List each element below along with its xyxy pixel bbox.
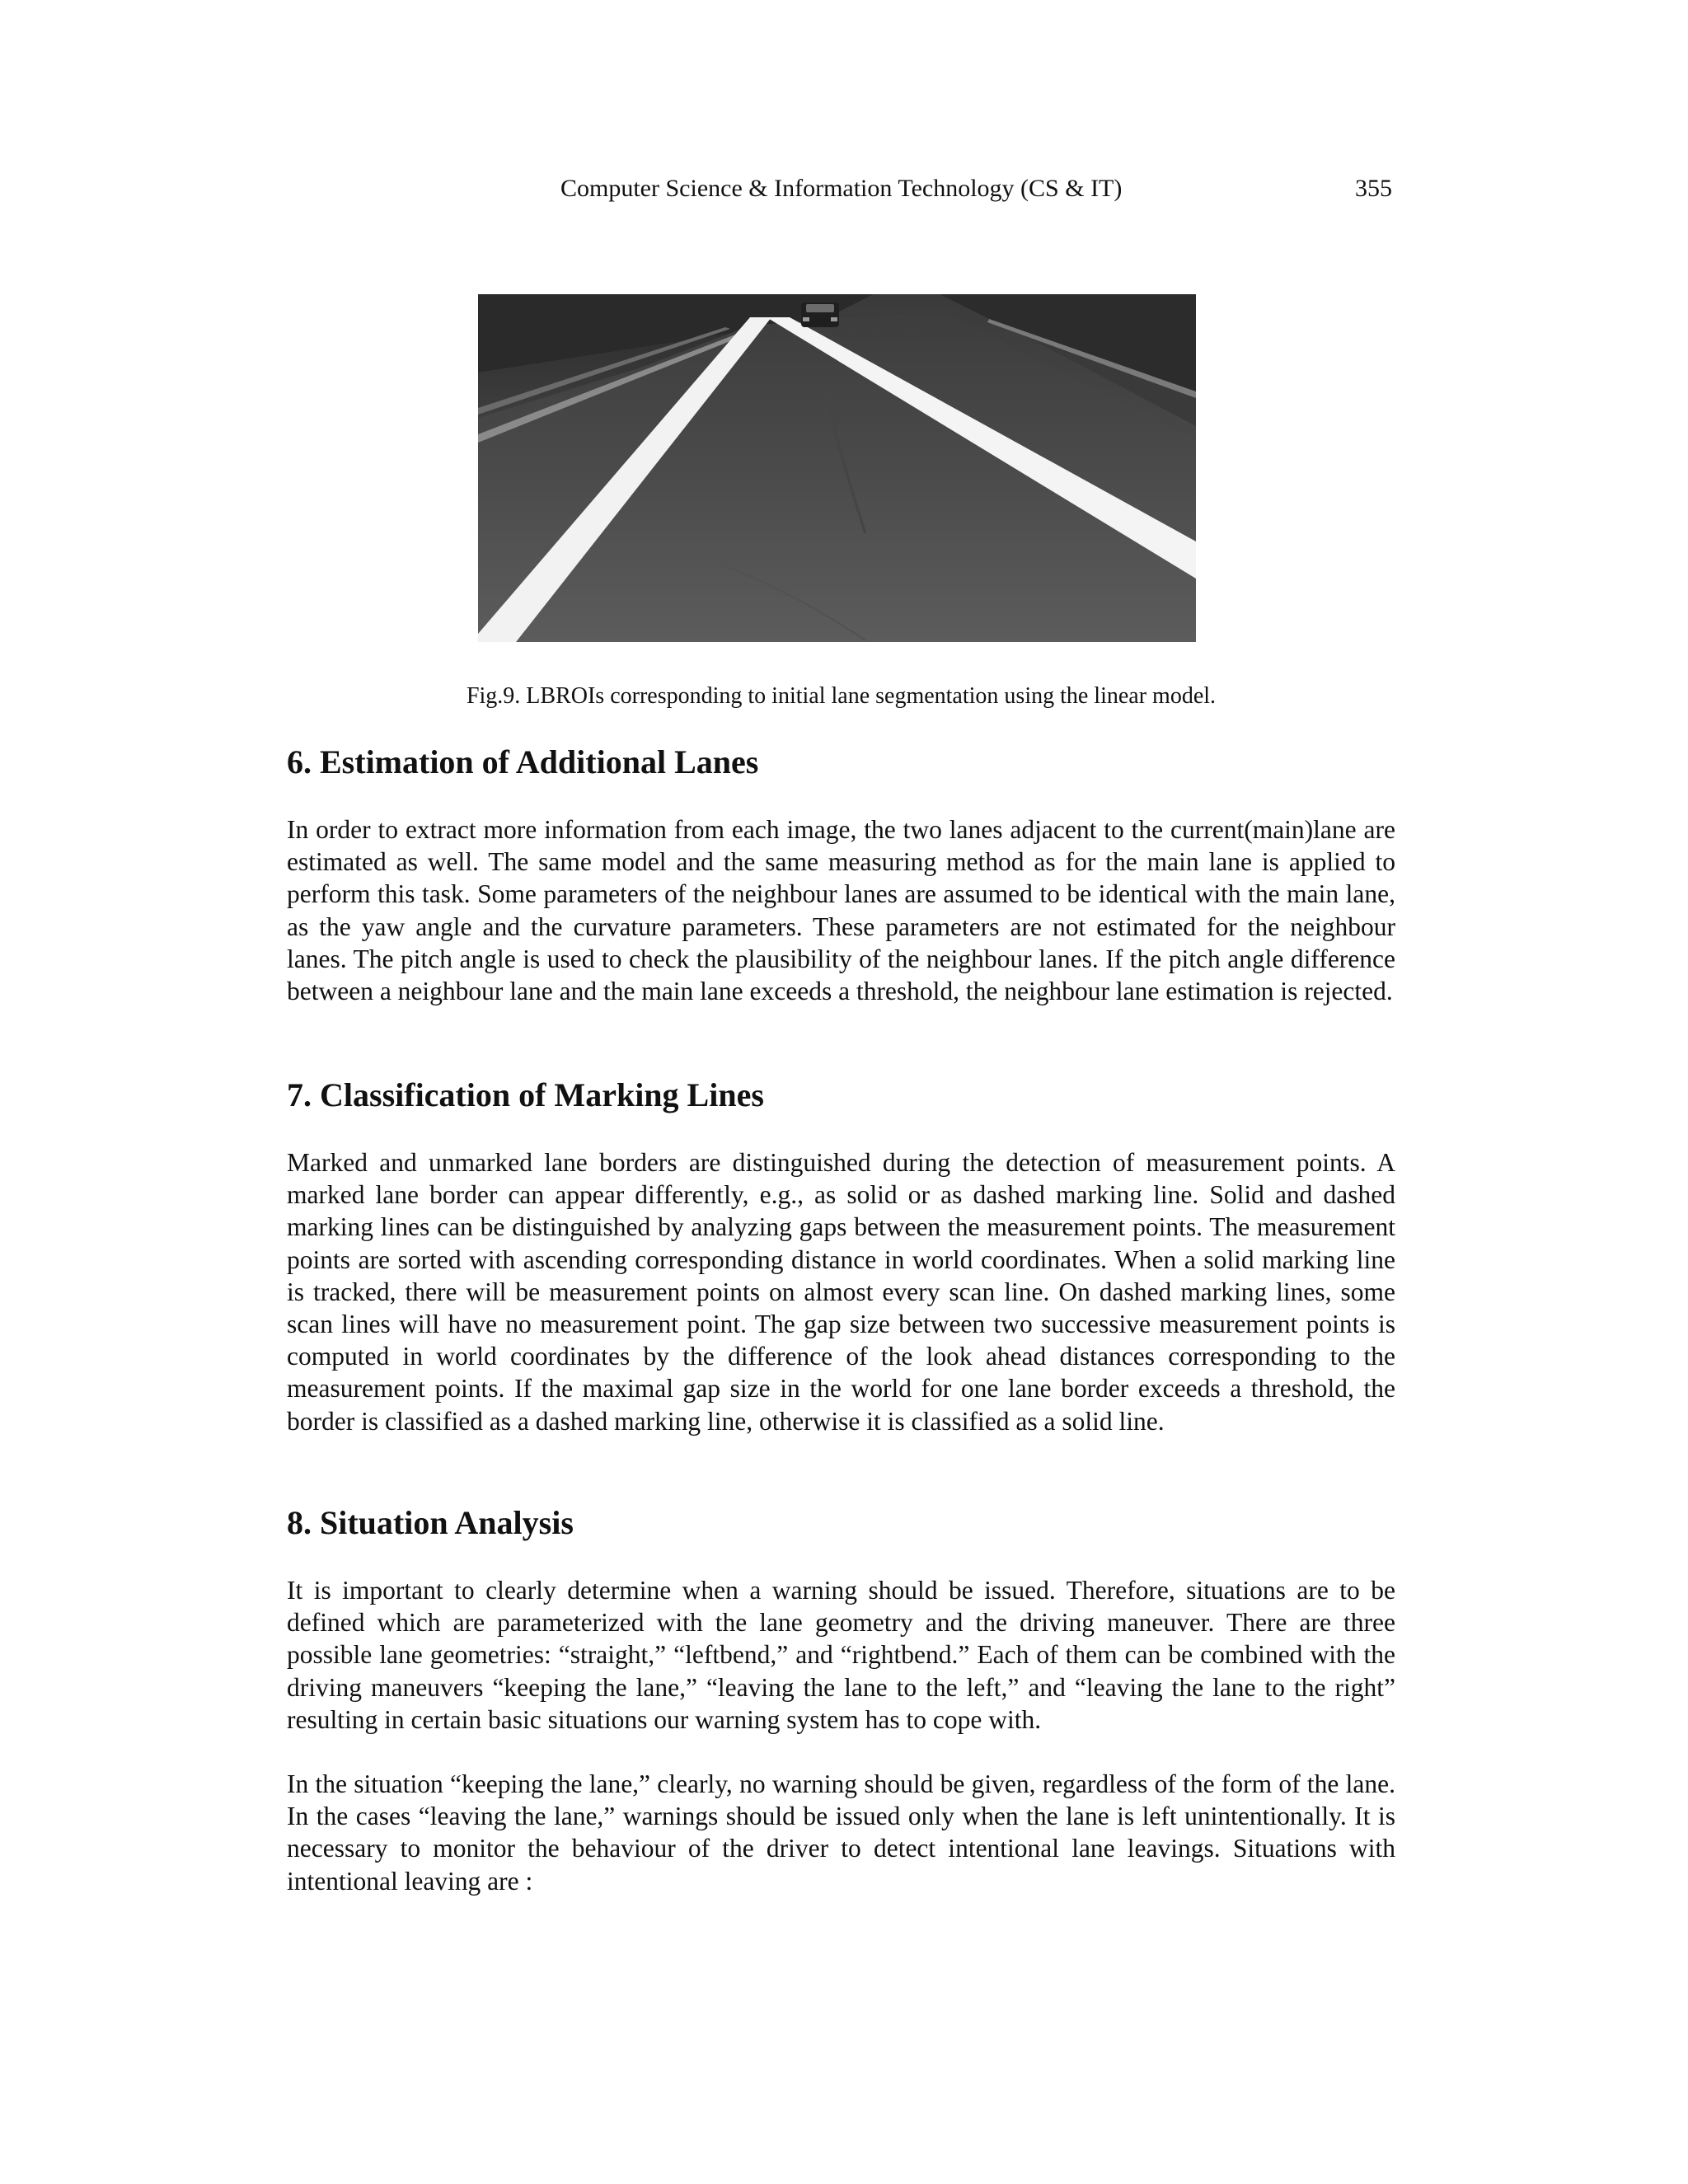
section-classification-marking-lines (287, 1074, 1395, 1437)
road-lane-figure (478, 294, 1196, 642)
section-estimation-additional-lanes (287, 741, 1395, 1007)
figure-caption: Fig.9. LBROIs corresponding to initial lane segmentation using the linear model. (466, 683, 1217, 709)
car-icon (801, 302, 839, 327)
page-number: 355 (1355, 175, 1392, 202)
section-paragraph: In the situation “keeping the lane,” clearly, no warning should be given, regardless of the form of the lane. In the cases “leaving the lane,” warnings should be issued only when the lane is left unintentionally. It is necessary to monitor the behaviour of the driver to detect intentional lane leavings. Situations with intentional leaving are : (287, 1769, 1395, 1896)
journal-title: Computer Science & Information Technology (CS & IT) (560, 175, 1123, 202)
section-situation-analysis (287, 1502, 1395, 1897)
section-paragraph: Marked and unmarked lane borders are distinguished during the detection of measurement points. A marked lane border can appear differently, e.g., as solid or as dashed marking line. Solid and dashed marking lines can be distinguished by analyzing gaps between the measurement points. The measurement points are sorted with ascending corresponding distance in world coordinates. When a solid marking line is tracked, there will be measurement points on almost every scan line. On dashed marking lines, some scan lines will have no measurement point. The gap size between two successive measurement points is computed in world coordinates by the difference of the look ahead distances corresponding to the measurement points. If the maximal gap size in the world for one lane border exceeds a threshold, the border is classified as a dashed marking line, otherwise it is classified as a solid line. (287, 1148, 1395, 1436)
section-heading: 8. Situation Analysis (287, 1504, 574, 1541)
section-paragraph: In order to extract more information from each image, the two lanes adjacent to the current(main)lane are estimated as well. The same model and the same measuring method as for the main lane is applied to perform this task. Some parameters of the neighbour lanes are assumed to be identical with the main lane, as the yaw angle and the curvature parameters. These parameters are not estimated for the neighbour lanes. The pitch angle is used to check the plausibility of the neighbour lanes. If the pitch angle difference between a neighbour lane and the main lane exceeds a threshold, the neighbour lane estimation is rejected. (287, 815, 1395, 1006)
running-head (287, 171, 1395, 207)
road-lane-image (478, 294, 1196, 642)
section-heading: 7. Classification of Marking Lines (287, 1076, 764, 1113)
section-heading: 6. Estimation of Additional Lanes (287, 743, 759, 780)
section-paragraph: It is important to clearly determine when a warning should be issued. Therefore, situations are to be defined which are parameterized with the lane geometry and the driving maneuver. There are three possible lane geometries: “straight,” “leftbend,” and “rightbend.” Each of them can be combined with the driving maneuvers “keeping the lane,” “leaving the lane to the left,” and “leaving the lane to the right” resulting in certain basic situations our warning system has to cope with. (287, 1576, 1395, 1734)
